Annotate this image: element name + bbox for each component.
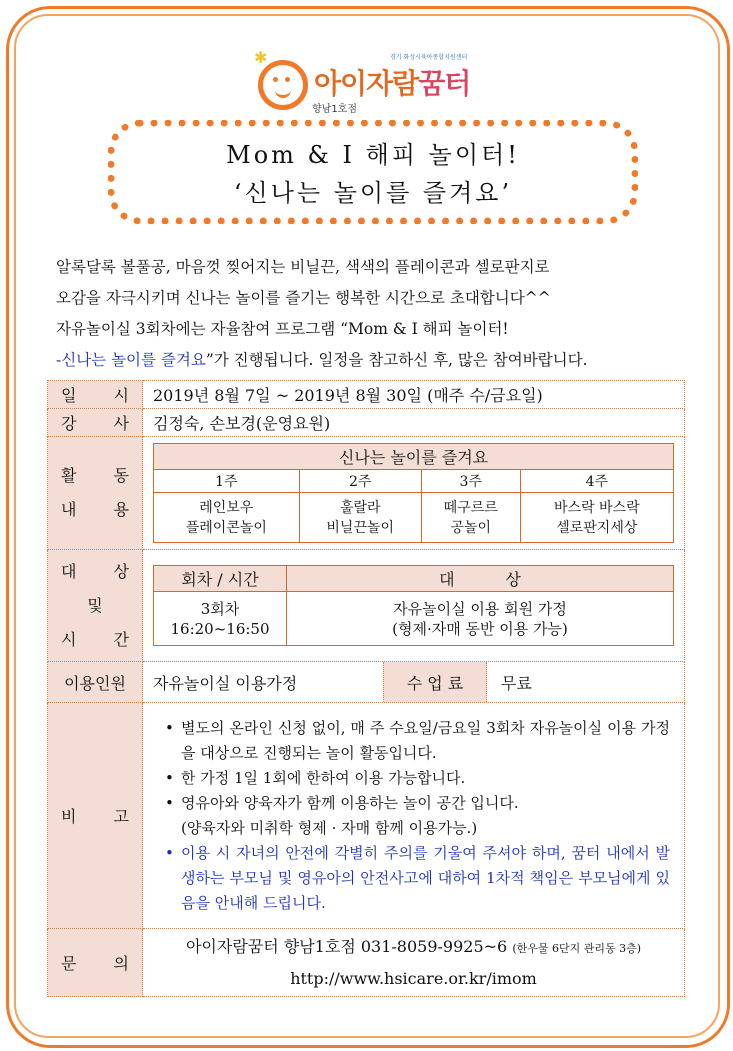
- remarks-list: [165, 716, 670, 916]
- remark-5: • 이용 시 자녀의 안전에 각별히 주의를 기울여 주셔야 하며, 꿈터 내에서 발생하는 부모님 및 영유아의 안전사고에 대하여 1차적 책임은 부모님에게 있음을 안내해 드립니다.: [165, 841, 670, 916]
- activity-label: 활 동 내 용: [48, 437, 143, 550]
- week-1-header: 1주: [154, 470, 300, 493]
- contact-label: 문 의: [48, 929, 143, 997]
- intro-line-4: -신나는 놀이를 즐겨요”가 진행됩니다. 일정을 참고하신 후, 많은 참여바랍니다.: [56, 351, 588, 369]
- row-activity: [48, 437, 685, 550]
- activity-table: [153, 443, 674, 543]
- remark-2: • 한 가정 1일 1회에 한하여 이용 가능합니다.: [165, 766, 670, 791]
- target-label: 대 상 및 시 간: [48, 550, 143, 662]
- row-contact: [48, 929, 685, 997]
- instructor-label: 강 사: [48, 409, 143, 437]
- row-remarks: [48, 703, 685, 929]
- title-line-2: ‘신나는 놀이를 즐겨요’: [233, 179, 513, 207]
- capacity-cell: [143, 662, 685, 703]
- capacity-value: 자유놀이실 이용가정: [153, 673, 298, 693]
- week-4-header: 4주: [520, 470, 673, 493]
- fee-value: 무료: [501, 673, 532, 693]
- remark-3: • 영유아와 양육자가 함께 이용하는 놀이 공간 입니다.: [165, 791, 670, 816]
- logo-org: 경기 화성시육아종합지원센터: [390, 54, 468, 61]
- remark-4: (양육자와 미취학 형제 · 자매 함께 이용가능.): [181, 818, 478, 837]
- contact-url[interactable]: http://www.hsicare.or.kr/imom: [290, 968, 537, 988]
- activity-title: 신나는 놀이를 즐겨요: [154, 444, 674, 470]
- intro-line-2: 오감을 자극시키며 신나는 놀이를 즐기는 행복한 시간으로 초대합니다^^: [56, 289, 551, 307]
- date-label: 일 시: [48, 381, 143, 409]
- logo-name: 아이자람꿈터: [314, 67, 471, 100]
- intro-line-3: 자유놀이실 3회차에는 자율참여 프로그램 “Mom & I 해피 놀이터!: [56, 320, 509, 338]
- instructor-value: 김정숙, 손보경(운영요원): [143, 409, 685, 437]
- contact-note: (한우물 6단지 관리동 3층): [512, 941, 642, 955]
- fee-label: 수 업 료: [383, 662, 487, 702]
- target-value: 자유놀이실 이용 회원 가정 (형제·자매 동반 이용 가능): [287, 592, 674, 646]
- row-target: [48, 550, 685, 662]
- smiley-face-icon: [258, 60, 308, 110]
- week-1-activity: 레인보우 플레이콘놀이: [154, 493, 300, 543]
- week-3-header: 3주: [421, 470, 520, 493]
- row-instructor: [48, 409, 685, 437]
- remark-1: • 별도의 온라인 신청 없이, 매 주 수요일/금요일 3회차 자유놀이실 이용 가정을 대상으로 진행되는 놀이 활동입니다.: [165, 716, 670, 766]
- title-line-1: Mom & I 해피 놀이터!: [226, 141, 520, 169]
- contact-cell: [143, 929, 685, 997]
- week-2-header: 2주: [299, 470, 421, 493]
- row-date: [48, 381, 685, 409]
- week-4-activity: 바스락 바스락 셀로판지세상: [520, 493, 673, 543]
- target-cell: [143, 550, 685, 662]
- contact-main: 아이자람꿈터 향남1호점 031-8059-9925~6 (한우물 6단지 관리동 3층): [185, 936, 642, 956]
- date-value: 2019년 8월 7일 ~ 2019년 8월 30일 (매주 수/금요일): [143, 381, 685, 409]
- target-header: 대 상: [287, 566, 674, 592]
- intro-text: [56, 252, 686, 376]
- row-capacity: [48, 662, 685, 703]
- title-box: [108, 120, 638, 224]
- star-icon: ✱: [254, 48, 268, 67]
- week-3-activity: 떼구르르 공놀이: [421, 493, 520, 543]
- session-header: 회차 / 시간: [154, 566, 287, 592]
- target-table: [153, 565, 674, 646]
- week-2-activity: 훌랄라 비닐끈놀이: [299, 493, 421, 543]
- activity-cell: [143, 437, 685, 550]
- logo-branch: 향남1호점: [312, 104, 358, 115]
- remarks-cell: [143, 703, 685, 929]
- schedule-table: [47, 380, 685, 997]
- intro-highlight: -신나는 놀이를 즐겨요: [56, 351, 206, 369]
- remarks-label: 비 고: [48, 703, 143, 929]
- session-value: 3회차 16:20~16:50: [154, 592, 287, 646]
- logo: [250, 48, 490, 122]
- capacity-label: 이용인원: [48, 662, 143, 703]
- intro-line-1: 알록달록 볼풀공, 마음껏 찢어지는 비닐끈, 색색의 플레이콘과 셀로판지로: [56, 258, 550, 276]
